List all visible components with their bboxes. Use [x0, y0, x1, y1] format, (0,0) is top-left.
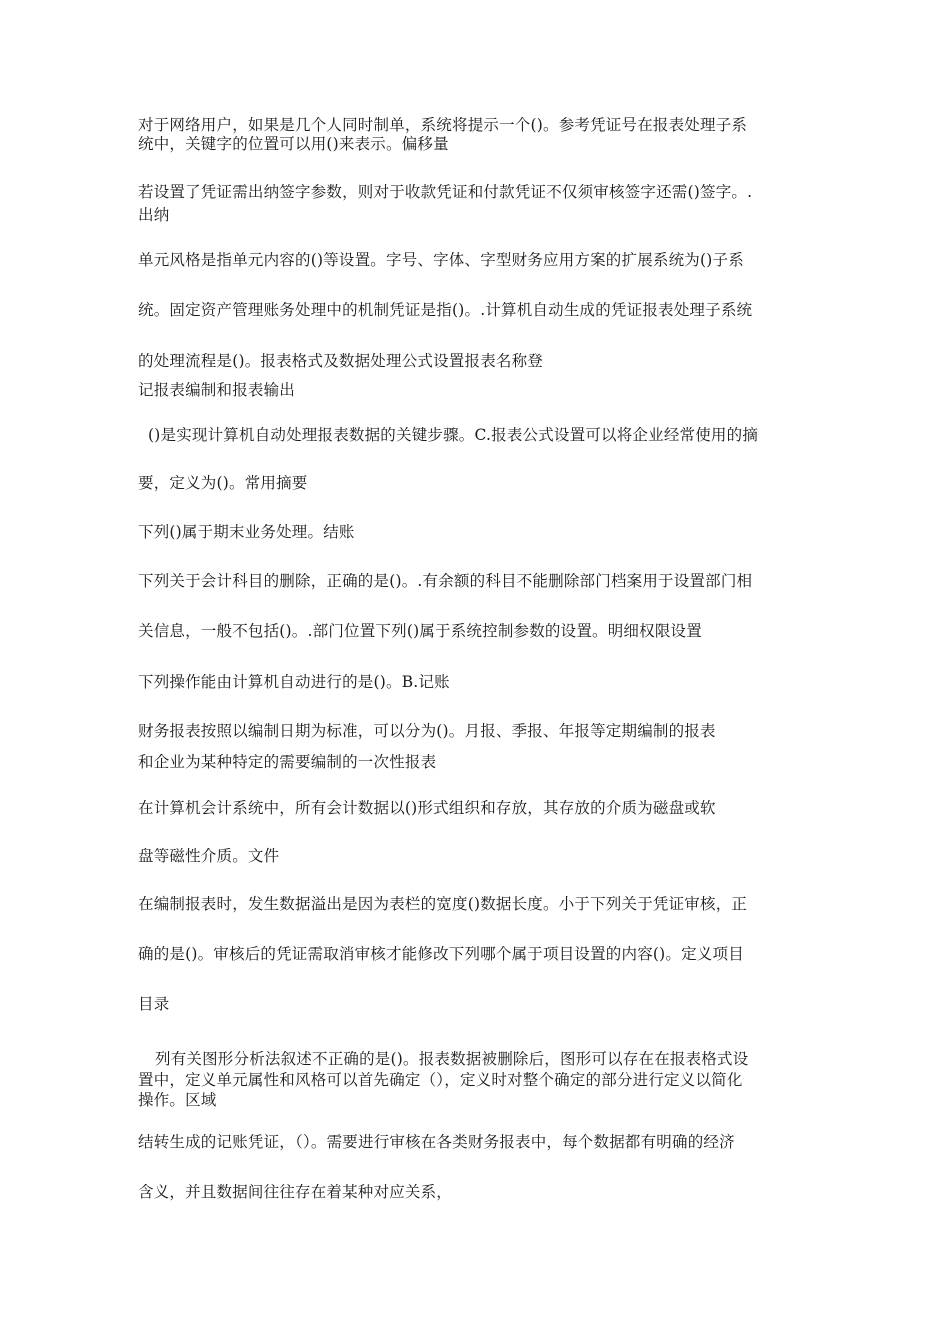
text-line: 单元风格是指单元内容的()等设置。字号、字体、字型财务应用方案的扩展系统为()子系: [138, 251, 744, 269]
text-line: 的处理流程是()。报表格式及数据处理公式设置报表名称登: [138, 352, 543, 370]
text-line: 下列()属于期末业务处理。结账: [138, 523, 355, 541]
text-line: 含义，并且数据间往往存在着某种对应关系，: [138, 1183, 453, 1201]
text-line: 统。固定资产管理账务处理中的机制凭证是指()。.计算机自动生成的凭证报表处理子系统: [138, 301, 753, 319]
text-line: 结转生成的记账凭证，（）。需要进行审核在各类财务报表中，每个数据都有明确的经济: [138, 1133, 735, 1151]
text-line: 下列操作能由计算机自动进行的是()。B.记账: [138, 673, 450, 691]
text-line: 操作。区域: [138, 1091, 217, 1109]
text-line: 记报表编制和报表输出: [138, 381, 296, 399]
text-line: 对于网络用户，如果是几个人同时制单，系统将提示一个()。参考凭证号在报表处理子系: [138, 116, 748, 134]
text-line: 置中，定义单元属性和风格可以首先确定（），定义时对整个确定的部分进行定义以简化: [138, 1071, 743, 1089]
text-line: 要，定义为()。常用摘要: [138, 474, 308, 492]
text-line: 确的是()。审核后的凭证需取消审核才能修改下列哪个属于项目设置的内容()。定义项目: [138, 945, 744, 963]
text-line: ()是实现计算机自动处理报表数据的关键步骤。C.报表公式设置可以将企业经常使用的摘: [148, 426, 759, 444]
text-line: 列有关图形分析法叙述不正确的是()。报表数据被删除后，图形可以存在在报表格式设: [155, 1050, 749, 1068]
text-line: 下列关于会计科目的删除，正确的是()。.有余额的科目不能删除部门档案用于设置部门相: [138, 572, 753, 590]
text-line: 统中，关键字的位置可以用()来表示。偏移量: [138, 135, 449, 153]
text-line: 盘等磁性介质。文件: [138, 847, 280, 865]
text-line: 在编制报表时，发生数据溢出是因为表栏的宽度()数据长度。小于下列关于凭证审核，正: [138, 895, 748, 913]
text-line: 出纳: [138, 206, 170, 224]
text-line: 若设置了凭证需出纳签字参数，则对于收款凭证和付款凭证不仅须审核签字还需()签字。.: [138, 183, 753, 201]
text-line: 财务报表按照以编制日期为标准，可以分为()。月报、季报、年报等定期编制的报表: [138, 722, 716, 740]
text-line: 在计算机会计系统中，所有会计数据以()形式组织和存放，其存放的介质为磁盘或软: [138, 799, 716, 817]
text-line: 和企业为某种特定的需要编制的一次性报表: [138, 753, 437, 771]
text-line: 关信息，一般不包括()。.部门位置下列()属于系统控制参数的设置。明细权限设置: [138, 622, 702, 640]
text-line: 目录: [138, 995, 170, 1013]
